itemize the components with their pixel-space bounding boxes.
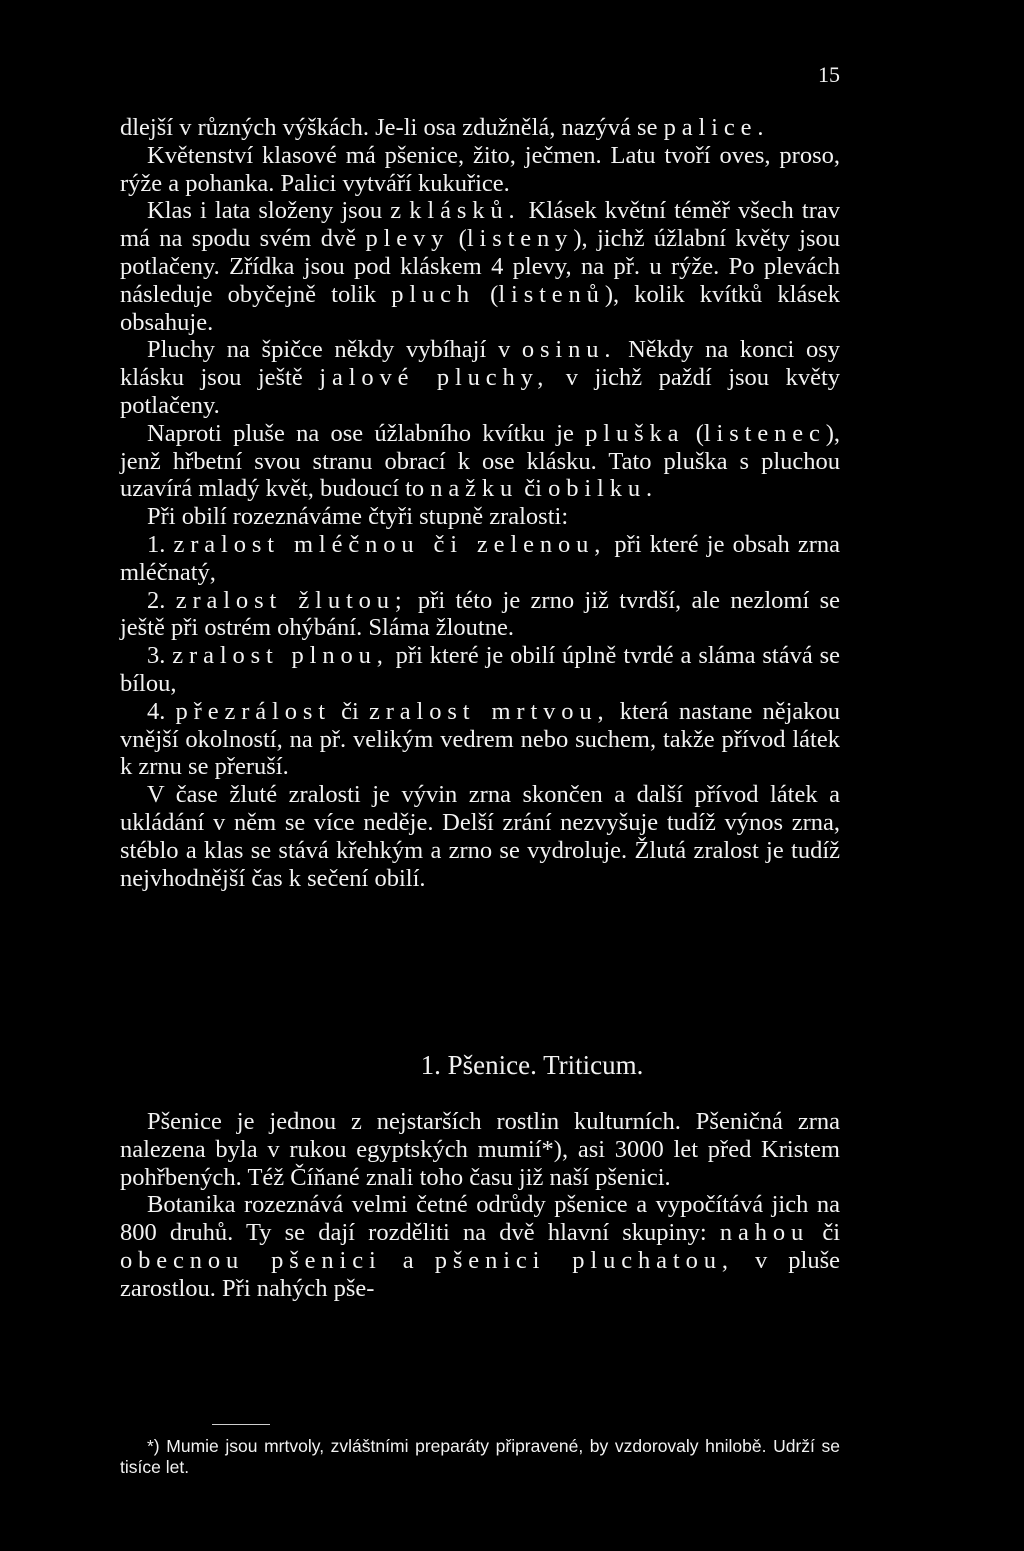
- paragraph-2: Květenství klasové má pšenice, žito, ječmen. Latu tvoří oves, proso, rýže a pohanka. Palici vytváří kukuřice.: [120, 141, 840, 197]
- spaced-term: plevy: [365, 225, 450, 253]
- spaced-term: zralost plnou,: [172, 642, 389, 670]
- footnote-rule: [212, 1424, 270, 1425]
- spaced-term: palice.: [663, 114, 770, 141]
- list-item-3: 3. zralost plnou, při které je obilí úplně tvrdé a sláma stává se bílou,: [120, 642, 841, 697]
- paragraph-1: dlejší v různých výškách. Je-li osa zdužnělá, nazývá se palice.: [120, 114, 770, 141]
- spaced-term: osinu.: [521, 336, 617, 364]
- spaced-term: listenec: [703, 419, 826, 447]
- page-number: 15: [818, 62, 840, 87]
- body-text-top: [120, 114, 840, 892]
- paragraph-9: Botanika rozeznává velmi četné odrůdy pšenice a vypočítává jich na 800 druhů. Ty se dají rozděliti na dvě hlavní skupiny: nahou či obecnou pšenici a pšenici pluchatou, v pluše zarostlou. Při nahých pše-: [120, 1191, 841, 1302]
- section-heading: 1. Pšenice. Triticum.: [420, 1050, 644, 1080]
- spaced-term: pšenici pluchatou,: [434, 1246, 734, 1274]
- spaced-term: zralost mléčnou či zelenou,: [173, 530, 607, 558]
- paragraph-7: V čase žluté zralosti je vývin zrna skončen a další přívod látek a ukládání v něm se více neděje. Delší zrání nezvyšuje tudíž výnos zrna, stéblo a klas se stává křehkým a zrno se vydroluje. Žlutá zralost je tudíž nejvhodnější čas k sečení obilí.: [120, 781, 840, 892]
- spaced-term: nažku: [430, 475, 519, 503]
- spaced-term: klásků.: [409, 197, 521, 225]
- list-item-1: 1. zralost mléčnou či zelenou, při které je obsah zrna mléčnatý,: [120, 530, 841, 586]
- paragraph-8: Pšenice je jednou z nejstarších rostlin kulturních. Pšeničná zrna nalezena byla v rukou egyptských mumií*), asi 3000 let před Kristem pohřbených. Též Číňané znali toho času již naší pšenici.: [120, 1108, 840, 1191]
- spaced-term: přezrálost: [175, 697, 331, 725]
- spaced-term: pluška: [585, 419, 685, 447]
- spaced-term: nahou: [719, 1219, 810, 1247]
- spaced-term: obecnou pšenici: [120, 1246, 382, 1274]
- spaced-term: zralost žlutou;: [175, 586, 408, 614]
- list-item-2: 2. zralost žlutou; při této je zrno již tvrdší, ale nezlomí se ještě při ostrém ohýbání. Sláma žloutne.: [120, 586, 840, 642]
- spaced-term: obilku.: [548, 475, 658, 503]
- body-text-bottom: [120, 1108, 840, 1303]
- spaced-term: listenů: [498, 280, 605, 308]
- paragraph-6: Při obilí rozeznáváme čtyři stupně zralosti:: [147, 503, 569, 531]
- paragraph-5: Naproti pluše na ose úžlabního kvítku je pluška (listenec), jenž hřbetní svou stranu obrací k ose klásku. Tato pluška s pluchou uzavírá mladý květ, budoucí to nažku či obilku.: [120, 419, 841, 503]
- footnote: *) Mumie jsou mrtvoly, zvláštními preparáty připravené, by vzdorovaly hnilobě. Udrží se tisíce let.: [120, 1436, 840, 1477]
- spaced-term: listeny: [466, 225, 574, 253]
- spaced-term: zralost mrtvou,: [368, 697, 610, 725]
- paragraph-4: Pluchy na špičce někdy vybíhají v osinu. Někdy na konci osy klásku jsou ještě jalové pluchy, v jichž paždí jsou květy potlačeny.: [120, 336, 841, 419]
- list-item-4: 4. přezrálost či zralost mrtvou, která nastane nějakou vnější okolností, na př. velikým vedrem nebo suchem, takže přívod látek k zrnu se přeruší.: [120, 697, 841, 781]
- paragraph-3: Klas i lata složeny jsou z klásků. Klásek květní téměř všech trav má na spodu svém dvě plevy (listeny), jichž úžlabní květy jsou potlačeny. Zřídka jsou pod kláskem 4 plevy, na př. u rýže. Po plevách následuje obyčejně tolik pluch (listenů), kolik kvítků klásek obsahuje.: [120, 197, 841, 336]
- spaced-term: pluch: [391, 280, 476, 308]
- spaced-term: jalové pluchy,: [319, 364, 550, 392]
